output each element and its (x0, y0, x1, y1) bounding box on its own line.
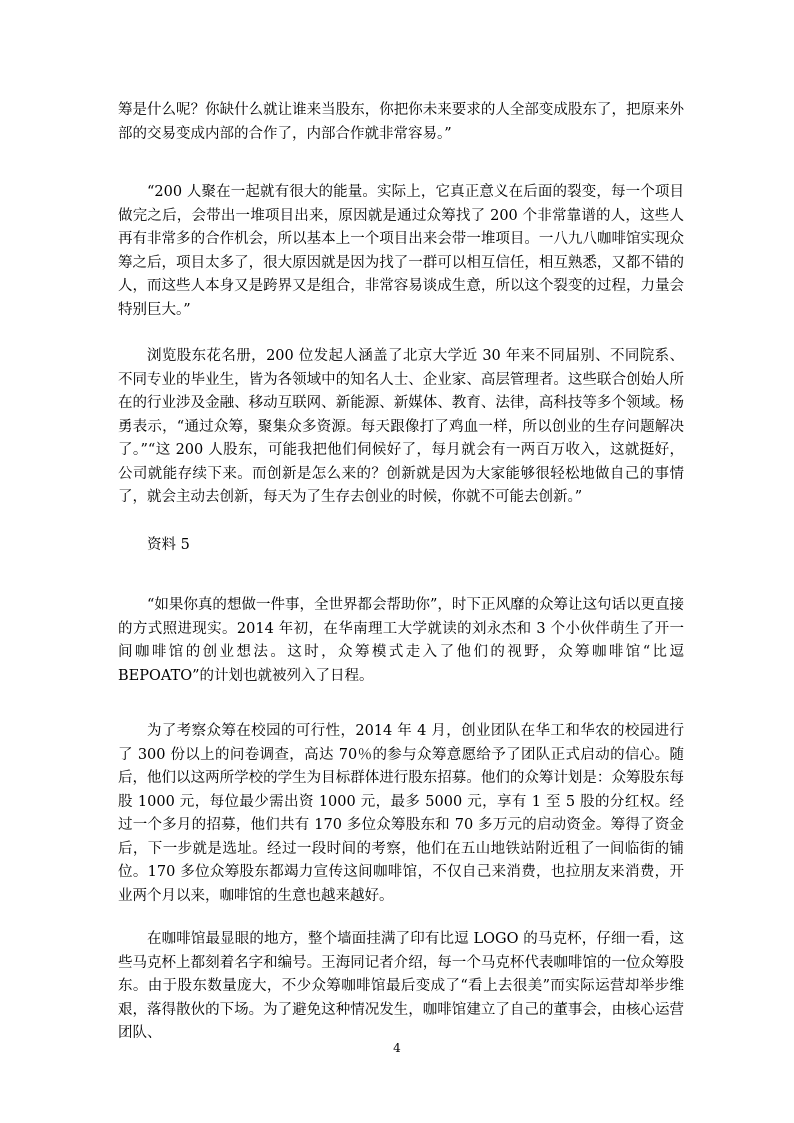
paragraph-3: 浏览股东花名册，200 位发起人涵盖了北京大学近 30 年来不同届别、不同院系、不同专业的毕业生，皆为各领域中的知名人士、企业家、高层管理者。这些联合创始人所在的行业涉及金融、移动互联网、新能源、新媒体、教育、法律，高科技等多个领域。杨勇表示，“通过众筹，聚集众多资源。每天跟像打了鸡血一样，所以创业的生存问题解决了。”“这 200 人股东，可能我把他们伺候好了，每月就会有一两百万收入，这就挺好，公司就能存续下来。而创新是怎么来的？创新就是因为大家能够很轻松地做自己的事情了，就会主动去创新，每天为了生存去创业的时候，你就不可能去创新。” (118, 348, 684, 505)
paragraph-6: 在咖啡馆最显眼的地方，整个墙面挂满了印有比逗 LOGO 的马克杯，仔细一看，这些马克杯上都刻着名字和编号。王海同记者介绍，每一个马克杯代表咖啡馆的一位众筹股东。由于股东数量庞大，不少众筹咖啡馆最后变成了“看上去很美”而实际运营却举步维艰，落得散伙的下场。为了避免这种情况发生，咖啡馆建立了自己的董事会，由核心运营团队、 (118, 931, 684, 1041)
section-heading-material-5: 资料 5 (147, 537, 190, 553)
paragraph-5: 为了考察众筹在校园的可行性，2014 年 4 月，创业团队在华工和华农的校园进行了 300 份以上的问卷调查，高达 70％的参与众筹意愿给予了团队正式启动的信心。随后，他们以这两所学校的学生为目标群体进行股东招募。他们的众筹计划是：众筹股东每股 1000 元，每位最少需出资 1000 元，最多 5000 元，享有 1 至 5 股的分红权。经过一个多月的招募，他们共有 170 多位众筹股东和 70 多万元的启动资金。筹得了资金后，下一步就是选址。经过一段时间的考察，他们在五山地铁站附近租了一间临街的铺位。170 多位众筹股东都竭力宣传这间咖啡馆，不仅自己来消费，也拉朋友来消费，开业两个月以来，咖啡馆的生意也越来越好。 (118, 723, 684, 904)
page-number: 4 (393, 1041, 401, 1055)
paragraph-2: “200 人聚在一起就有很大的能量。实际上，它真正意义在后面的裂变，每一个项目做完之后，会带出一堆项目出来，原因就是通过众筹找了 200 个非常靠谱的人，这些人再有非常多的合作机会，所以基本上一个项目出来会带一堆项目。一八九八咖啡馆实现众筹之后，项目太多了，很大原因就是因为找了一群可以相互信任，相互熟悉，又都不错的人，而这些人本身又是跨界又是组合，非常容易谈成生意，所以这个裂变的过程，力量会特别巨大。” (118, 184, 684, 318)
paragraph-1: 筹是什么呢？你缺什么就让谁来当股东，你把你未来要求的人全部变成股东了，把原来外部的交易变成内部的合作了，内部合作就非常容易。” (118, 102, 684, 142)
paragraph-4: “如果你真的想做一件事，全世界都会帮助你”，时下正风靡的众筹让这句话以更直接的方式照进现实。2014 年初，在华南理工大学就读的刘永杰和 3 个小伙伴萌生了开一间咖啡馆的创业想法。这时，众筹模式走入了他们的视野，众筹咖啡馆“比逗 BEPOATO”的计划也就被列入了日程。 (118, 597, 684, 684)
